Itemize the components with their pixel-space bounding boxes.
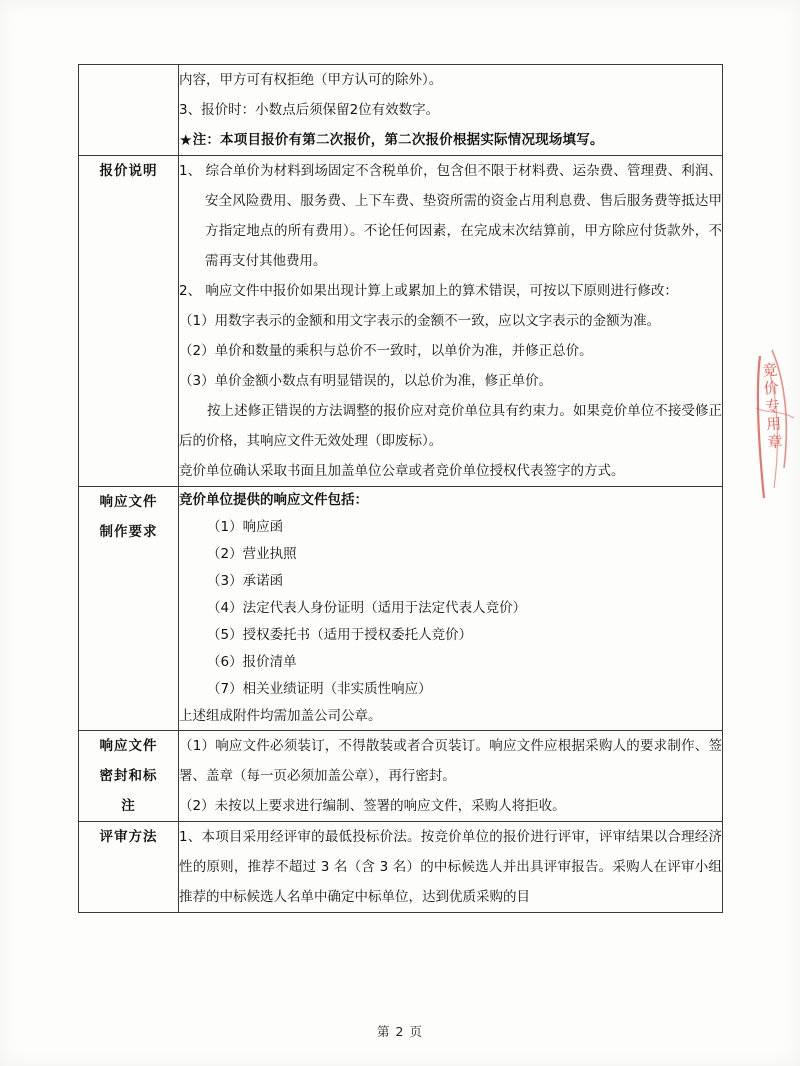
label-line: 评审方法 <box>99 829 158 845</box>
paragraph: 1、 综合单价为材料到场固定不含税单价，包含但不限于材料费、运杂费、管理费、利润、安全风险费用、服务费、上下车费、垫资所需的资金占用利息费、售后服务费等抵达甲方指定地点的所有费用）。不论任何因素，在完成末次结算前，甲方除应付货款外，不需再支付其他费用。 <box>179 163 722 269</box>
list-item: （7）相关业绩证明（非实质性响应） <box>207 681 432 697</box>
highlighted-note <box>179 125 722 155</box>
label-line: 密封和标 <box>99 768 158 784</box>
red-seal-stamp <box>754 348 798 518</box>
table-row <box>79 487 723 731</box>
list-item: （3）承诺函 <box>207 573 284 589</box>
row-label-cell <box>79 65 179 156</box>
row-label-evaluation-method <box>79 822 179 913</box>
list-item: （1）响应函 <box>207 519 284 535</box>
label-line: 报价说明 <box>99 163 158 179</box>
star-icon: ★ <box>179 131 193 149</box>
note-text: 注：本项目报价有第二次报价，第二次报价根据实际情况现场填写。 <box>192 132 604 148</box>
paragraph: 按上述修正错误的方法调整的报价应对竞价单位具有约束力。如果竞价单位不接受修正后的价格，其响应文件无效处理（即废标）。 <box>179 403 722 449</box>
row-label-document-preparation <box>79 487 179 731</box>
table-row <box>79 65 723 156</box>
table-row <box>79 156 723 487</box>
row-content-cell <box>179 65 723 156</box>
label-line: 响应文件 <box>99 738 158 754</box>
row-content-cell <box>179 822 723 913</box>
row-content-cell <box>179 487 723 731</box>
seal-outline-icon <box>754 348 798 518</box>
paragraph: （3）单价金额小数点有明显错误的，以总价为准，修正单价。 <box>179 373 553 389</box>
row-content-cell <box>179 156 723 487</box>
label-line: 响应文件 <box>99 494 158 510</box>
table-row <box>79 731 723 822</box>
list-item: （2）营业执照 <box>207 546 297 562</box>
paragraph: 2、 响应文件中报价如果出现计算上或累加上的算术错误，可按以下原则进行修改： <box>179 283 678 299</box>
paragraph: 竞价单位确认采取书面且加盖单位公章或者竞价单位授权代表签字的方式。 <box>179 463 625 479</box>
paragraph: 内容，甲方可有权拒绝（甲方认可的除外）。 <box>179 72 443 88</box>
paragraph: （2）未按以上要求进行编制、签署的响应文件，采购人将拒收。 <box>179 798 566 814</box>
row-content-cell <box>179 731 723 822</box>
list-item: （6）报价清单 <box>207 654 297 670</box>
page-footer: 第 2 页 <box>377 1024 423 1039</box>
seal-text: 竞价专用章 <box>759 361 785 453</box>
paragraph: （2）单价和数量的乘积与总价不一致时，以单价为准，并修正总价。 <box>179 343 593 359</box>
list-item: （4）法定代表人身份证明（适用于法定代表人竞价） <box>207 600 527 616</box>
paragraph: 3、报价时：小数点后须保留2位有效数字。 <box>179 102 440 118</box>
label-line: 注 <box>121 798 136 814</box>
paragraph: （1）用数字表示的金额和用文字表示的金额不一致，应以文字表示的金额为准。 <box>179 313 661 329</box>
list-heading: 竞价单位提供的响应文件包括： <box>179 492 368 508</box>
row-label-quotation-notes <box>79 156 179 487</box>
list-item: （5）授权委托书（适用于授权委托人竞价） <box>207 627 473 643</box>
table-row <box>79 822 723 913</box>
row-label-sealing-marking <box>79 731 179 822</box>
paragraph: 上述组成附件均需加盖公司公章。 <box>179 708 382 724</box>
paragraph: 1、本项目采用经评审的最低投标价法。按竞价单位的报价进行评审，评审结果以合理经济性的原则，推荐不超过 3 名（含 3 名）的中标候选人并出具评审报告。采购人在评审小组推荐的中标候选人名单中确定中标单位，达到优质采购的目 <box>179 829 722 905</box>
label-line: 制作要求 <box>99 524 158 540</box>
paragraph: （1）响应文件必须装订，不得散装或者合页装订。响应文件应根据采购人的要求制作、签署、盖章（每一页必须加盖公章），再行密封。 <box>179 738 722 784</box>
terms-table <box>78 64 723 913</box>
